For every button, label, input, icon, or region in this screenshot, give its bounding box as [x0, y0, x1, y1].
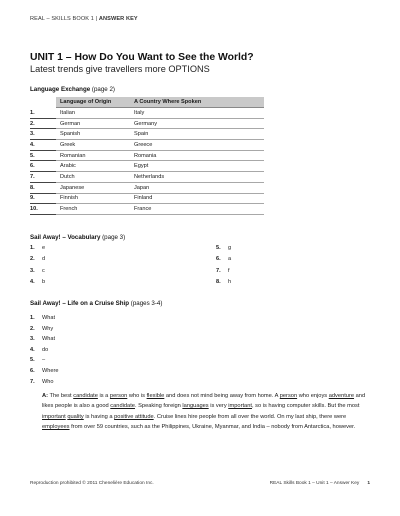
language-table-row — [30, 161, 264, 172]
item-answer: Who — [42, 378, 54, 385]
unit-title: UNIT 1 – How Do You Want to See the World? — [30, 52, 254, 63]
row-number: 2. — [30, 118, 56, 129]
vocabulary-item — [30, 268, 45, 279]
paragraph-label: A: — [42, 393, 49, 399]
row-number: 8. — [30, 182, 56, 193]
language-table-row — [30, 129, 264, 140]
vocabulary-item — [216, 279, 231, 290]
item-answer: a — [228, 256, 232, 263]
underlined-word: languages — [182, 403, 209, 410]
paragraph-text: from over 59 countries, such as the Philippines, Ukraine, Myanmar, and India – nobody from Antarctica, however. — [69, 424, 356, 431]
country-cell: Netherlands — [130, 172, 264, 183]
paragraph-text: . Cruise lines hire people from all over the world. On my last ship, there were — [153, 413, 347, 420]
language-table-row — [30, 150, 264, 161]
item-number: 5. — [216, 245, 221, 251]
country-cell: France — [130, 204, 264, 215]
running-header-prefix: REAL – SKILLS BOOK 1 | — [30, 16, 99, 22]
item-number: 4. — [30, 346, 35, 353]
country-cell: Spain — [130, 129, 264, 140]
cruise-item — [30, 336, 58, 347]
language-table-row — [30, 204, 264, 215]
cruise-item — [30, 379, 58, 390]
row-number: 5. — [30, 150, 56, 161]
item-answer: d — [42, 256, 46, 263]
language-origin-cell: German — [56, 118, 130, 129]
language-table-num-header — [30, 97, 56, 108]
item-answer: Why — [42, 325, 54, 332]
underlined-word: employees — [42, 424, 70, 431]
country-cell: Japan — [130, 182, 264, 193]
language-table-row — [30, 182, 264, 193]
language-exchange-title: Language Exchange — [30, 86, 91, 93]
cruise-answer-list — [30, 315, 58, 389]
vocabulary-heading — [30, 234, 125, 241]
language-exchange-heading — [30, 86, 115, 93]
underlined-word: person — [109, 393, 128, 399]
running-header — [30, 16, 138, 22]
item-number: 4. — [30, 278, 35, 285]
underlined-word: candidate — [73, 393, 98, 399]
item-answer: f — [228, 267, 230, 274]
page-number: 1 — [367, 481, 370, 486]
language-table-header — [30, 97, 264, 108]
country-cell: Romania — [130, 150, 264, 161]
footer-copyright: Reproduction prohibited © 2011 Chenelière Education Inc. — [30, 481, 154, 486]
footer-right — [270, 481, 370, 486]
language-origin-cell: Finnish — [56, 193, 130, 204]
item-answer: – — [42, 357, 46, 364]
row-number: 9. — [30, 193, 56, 204]
item-answer: What — [42, 315, 56, 321]
underlined-word: positive attitude — [114, 413, 154, 420]
vocabulary-item — [30, 279, 45, 290]
country-cell: Germany — [130, 118, 264, 129]
row-number: 6. — [30, 161, 56, 172]
country-spoken-header: A Country Where Spoken — [130, 97, 264, 108]
paragraph-text: who is — [127, 393, 147, 399]
country-cell: Greece — [130, 140, 264, 151]
paragraph-text: The best — [48, 393, 74, 399]
item-answer: c — [42, 267, 45, 274]
vocabulary-left-column — [30, 245, 45, 290]
cruise-paragraph — [42, 391, 372, 433]
cruise-item — [30, 368, 58, 379]
language-table — [30, 97, 264, 215]
country-cell: Egypt — [130, 161, 264, 172]
item-answer: do — [42, 346, 49, 353]
language-origin-cell: Arabic — [56, 161, 130, 172]
cruise-heading — [30, 300, 162, 307]
language-table-row — [30, 172, 264, 183]
item-number: 7. — [30, 378, 35, 385]
language-origin-cell: Japanese — [56, 182, 130, 193]
language-table-row — [30, 118, 264, 129]
item-answer: e — [42, 245, 46, 251]
item-number: 3. — [30, 336, 35, 343]
cruise-page-ref: (pages 3-4) — [130, 300, 163, 307]
item-answer: b — [42, 278, 46, 285]
language-origin-cell: Romanian — [56, 150, 130, 161]
vocabulary-right-column — [216, 245, 231, 290]
item-number: 2. — [30, 256, 35, 263]
item-number: 6. — [216, 256, 221, 263]
unit-subtitle: Latest trends give travellers more OPTIONS — [30, 64, 210, 74]
underlined-word: candidate — [110, 403, 135, 410]
item-number: 8. — [216, 278, 221, 285]
vocabulary-item — [216, 268, 231, 279]
paragraph-text: is a — [97, 393, 110, 399]
underlined-word: person — [279, 393, 298, 399]
language-table-row — [30, 193, 264, 204]
paragraph-text: and likes people is also a good — [42, 393, 366, 410]
country-cell: Italy — [130, 108, 264, 119]
cruise-item — [30, 326, 58, 337]
paragraph-text: and does not mind being away from home. A — [164, 393, 280, 399]
language-origin-cell: Greek — [56, 140, 130, 151]
vocabulary-item — [30, 256, 45, 267]
language-origin-cell: Spanish — [56, 129, 130, 140]
item-number: 1. — [30, 245, 35, 251]
language-exchange-page-ref: (page 2) — [91, 86, 115, 93]
footer-book-ref: REAL Skills Book 1 – Unit 1 – Answer Key — [269, 481, 360, 486]
row-number: 3. — [30, 129, 56, 140]
paragraph-text: is having a — [83, 413, 115, 420]
underlined-word: important — [228, 403, 252, 410]
paragraph-text: is very — [208, 403, 229, 410]
paragraph-text: , so is having computer skills. But the most — [251, 403, 360, 410]
language-table-row — [30, 108, 264, 119]
cruise-title: Sail Away! – Life on a Cruise Ship — [30, 300, 130, 307]
item-answer: Where — [42, 367, 59, 374]
row-number: 10. — [30, 204, 56, 215]
item-answer: What — [42, 336, 56, 343]
item-number: 6. — [30, 367, 35, 374]
language-origin-cell: Dutch — [56, 172, 130, 183]
paragraph-text: who enjoys — [297, 393, 329, 399]
language-origin-cell: French — [56, 204, 130, 215]
item-number: 7. — [216, 267, 221, 274]
country-cell: Finland — [130, 193, 264, 204]
vocabulary-item — [216, 245, 231, 256]
underlined-word: important — [42, 413, 66, 420]
vocabulary-title: Sail Away! – Vocabulary — [30, 234, 101, 241]
vocabulary-item — [30, 245, 45, 256]
cruise-item — [30, 315, 58, 326]
row-number: 7. — [30, 172, 56, 183]
underlined-word: adventure — [328, 393, 355, 399]
language-origin-cell: Italian — [56, 108, 130, 119]
item-answer: h — [228, 278, 232, 285]
cruise-item — [30, 347, 58, 358]
language-table-row — [30, 140, 264, 151]
underlined-word: quality — [67, 413, 84, 420]
row-number: 4. — [30, 140, 56, 151]
vocabulary-item — [216, 256, 231, 267]
paragraph-text: . Speaking foreign — [134, 403, 183, 410]
cruise-item — [30, 357, 58, 368]
item-number: 1. — [30, 315, 35, 321]
item-number: 5. — [30, 357, 35, 364]
language-origin-header: Language of Origin — [56, 97, 130, 108]
item-answer: g — [228, 245, 232, 251]
vocabulary-page-ref: (page 3) — [102, 234, 126, 241]
item-number: 2. — [30, 325, 35, 332]
underlined-word: flexible — [146, 393, 165, 399]
running-header-suffix: ANSWER KEY — [98, 16, 138, 22]
item-number: 3. — [30, 267, 35, 274]
row-number: 1. — [30, 108, 56, 119]
